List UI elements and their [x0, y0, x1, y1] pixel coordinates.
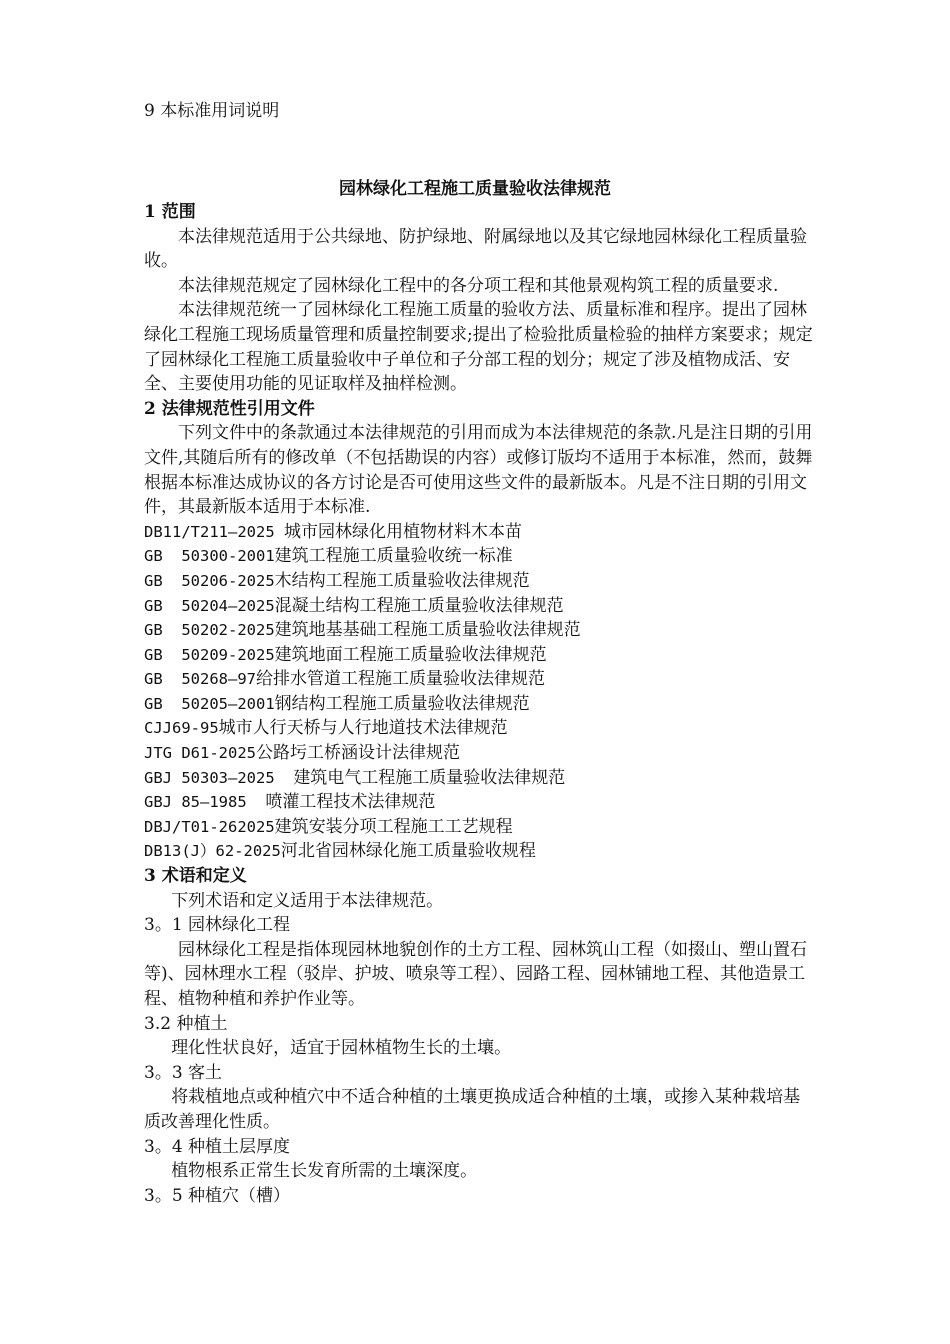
reference-item	[144, 815, 814, 840]
reference-code: GB 50206-2025	[144, 571, 275, 590]
reference-item	[144, 544, 814, 569]
reference-code: JTG D61-2025	[144, 744, 256, 763]
reference-title: 喷灌工程技术法律规范	[265, 792, 436, 813]
reference-title: 公路圬工桥涵设计法律规范	[255, 743, 460, 764]
reference-title: 木结构工程施工质量验收法律规范	[274, 570, 530, 591]
reference-title: 城市园林绿化用植物材料木本苗	[283, 521, 522, 542]
term-label: 3。3 客土	[144, 1062, 223, 1083]
paragraph: 本法律规范统一了园林绿化工程施工质量的验收方法、质量标准和程序。提出了园林绿化工程施工现场质量管理和质量控制要求;提出了检验批质量检验的抽样方案要求；规定了园林绿化工程施工质量验收中子单位和子分部工程的划分；规定了涉及植物成活、安全、主要使用功能的见证取样及抽样检测。	[144, 300, 813, 395]
section-heading: 2 法律规范性引用文件	[144, 398, 315, 419]
term-definition: 植物根系正常生长发育所需的土壤深度。	[171, 1161, 478, 1182]
reference-item	[144, 618, 814, 643]
reference-code: GB 50209-2025	[144, 645, 275, 664]
term-definition: 将栽植地点或种植穴中不适合种植的土壤更换成适合种植的土壤，或掺入某种栽培基质改善理化性质。	[144, 1087, 801, 1132]
reference-title: 建筑工程施工质量验收统一标准	[274, 546, 513, 567]
reference-item	[144, 766, 814, 791]
reference-code: GB 50204—2025	[144, 596, 275, 615]
reference-item	[144, 569, 814, 594]
reference-item	[144, 692, 814, 717]
reference-code: DB11/T211—2025	[144, 522, 284, 541]
reference-item	[144, 594, 814, 619]
term-label: 3。1 园林绿化工程	[144, 915, 291, 936]
term-definition: 理化性状良好，适宜于园林植物生长的土壤。	[171, 1038, 512, 1059]
term-label: 3。5 种植穴（槽）	[144, 1185, 291, 1206]
reference-item	[144, 643, 814, 668]
reference-code: DB13(J）62-2025	[144, 842, 281, 861]
term-definition: 园林绿化工程是指体现园林地貌创作的土方工程、园林筑山工程（如掇山、塑山置石等)、园林理水工程（驳岸、护坡、喷泉等工程）、园路工程、园林铺地工程、其他造景工程、植物种植和养护作业等。	[144, 939, 807, 1009]
reference-code: DBJ/T01-262025	[144, 817, 275, 836]
document-title: 园林绿化工程施工质量验收法律规范	[339, 179, 611, 199]
term-label: 3。4 种植土层厚度	[144, 1136, 291, 1157]
reference-item	[144, 520, 814, 545]
reference-code: GB 50300-2001	[144, 547, 275, 566]
paragraph: 下列文件中的条款通过本法律规范的引用而成为本法律规范的条款.凡是注日期的引用文件,其随后所有的修改单（不包括勘误的内容）或修订版均不适用于本标准，然而，鼓舞根据本标准达成协议的各方讨论是否可使用这些文件的最新版本。凡是不注日期的引用文件，其最新版本适用于本标准.	[144, 423, 813, 518]
paragraph: 本法律规范适用于公共绿地、防护绿地、附属绿地以及其它绿地园林绿化工程质量验收。	[144, 226, 807, 272]
reference-title: 建筑电气工程施工质量验收法律规范	[293, 767, 566, 788]
section-heading: 3 术语和定义	[144, 866, 247, 887]
reference-code: GBJ 50303—2025	[144, 768, 294, 787]
term-label: 3.2 种植土	[144, 1013, 228, 1034]
reference-code: GB 50205—2001	[144, 694, 275, 713]
reference-title: 给排水管道工程施工质量验收法律规范	[255, 669, 545, 690]
reference-title: 河北省园林绿化施工质量验收规程	[280, 841, 536, 862]
reference-title: 混凝土结构工程施工质量验收法律规范	[274, 595, 564, 616]
document-body	[144, 200, 814, 1208]
reference-code: GBJ 85—1985	[144, 793, 266, 812]
toc-line: 9 本标准用词说明	[144, 101, 280, 121]
paragraph: 下列术语和定义适用于本法律规范。	[171, 890, 444, 911]
section-heading: 1 范围	[144, 202, 196, 222]
reference-title: 建筑地面工程施工质量验收法律规范	[274, 644, 547, 665]
reference-title: 钢结构工程施工质量验收法律规范	[274, 693, 530, 714]
reference-list	[144, 520, 814, 864]
reference-item	[144, 839, 814, 864]
reference-item	[144, 741, 814, 766]
paragraph: 本法律规范规定了园林绿化工程中的各分项工程和其他景观构筑工程的质量要求.	[178, 275, 779, 296]
reference-code: GB 50202-2025	[144, 621, 275, 640]
reference-title: 城市人行天桥与人行地道技术法律规范	[218, 718, 508, 739]
reference-item	[144, 667, 814, 692]
reference-title: 建筑地基基础工程施工质量验收法律规范	[274, 620, 581, 641]
reference-title: 建筑安装分项工程施工工艺规程	[274, 816, 513, 837]
reference-code: CJJ69-95	[144, 719, 219, 738]
reference-item	[144, 716, 814, 741]
reference-item	[144, 790, 814, 815]
reference-code: GB 50268—97	[144, 670, 256, 689]
